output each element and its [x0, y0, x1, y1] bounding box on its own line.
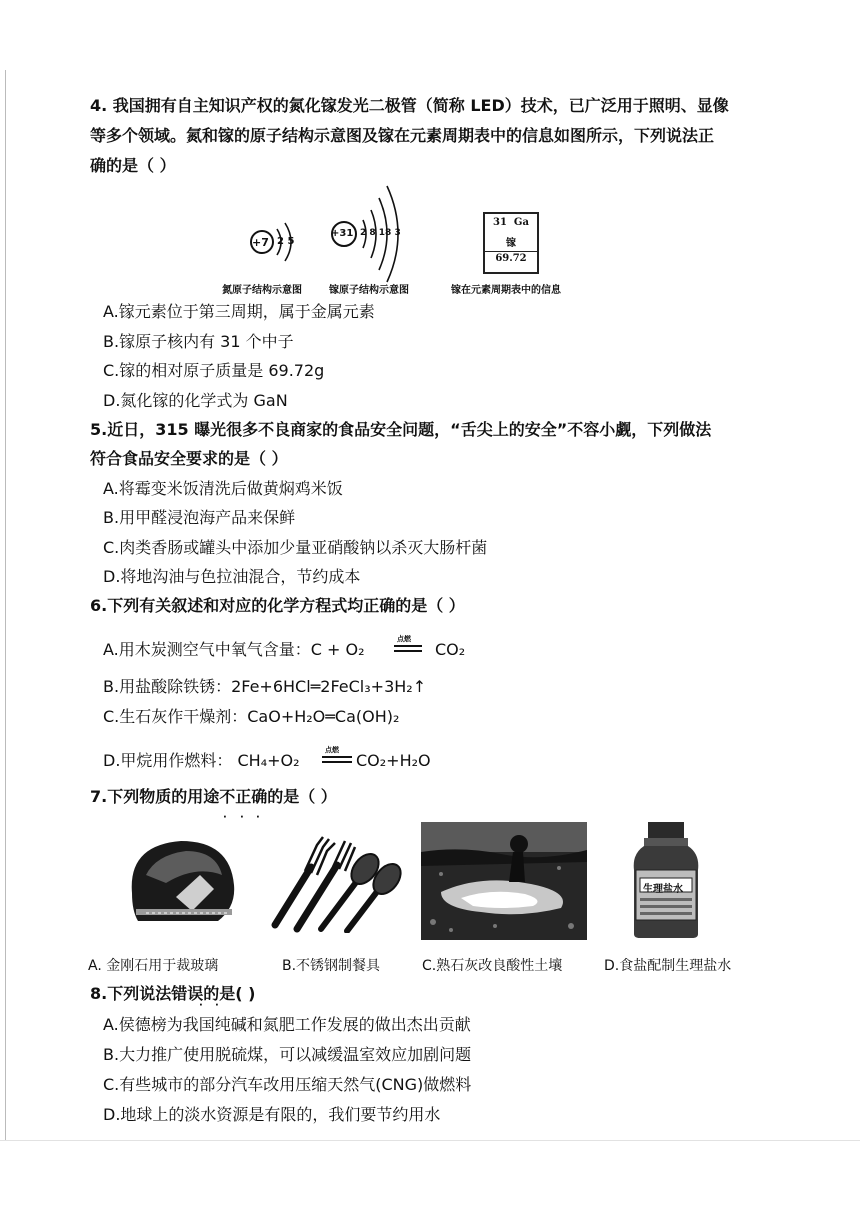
q7-option-a: A. 金刚石用于裁玻璃 [88, 958, 219, 974]
q6-option-b: B.用盐酸除铁锈：2Fe+6HCl═2FeCl₃+3H₂↑ [103, 677, 427, 696]
nitrogen-shells: 2 5 [277, 236, 295, 247]
q8-option-c: C.有些城市的部分汽车改用压缩天然气(CNG)做燃料 [103, 1075, 472, 1094]
emphasis-dot: · [199, 1000, 203, 1011]
q6-a-product: CO₂ [435, 640, 466, 659]
q7-stem: 7.下列物质的用途不正确的是（ ） [90, 787, 337, 806]
gallium-nucleus: +31 [331, 228, 354, 239]
q4-stem-line-1: 4. 我国拥有自主知识产权的氮化镓发光二极管（简称 LED）技术，已广泛用于照明、显像 [90, 96, 729, 115]
q4-option-d: D.氮化镓的化学式为 GaN [103, 391, 288, 410]
page-left-border [5, 70, 6, 1140]
q4-stem-line-2: 等多个领域。氮和镓的原子结构示意图及镓在元素周期表中的信息如图所示，下列说法正 [90, 126, 715, 145]
cell-atomic-mass: 69.72 [485, 251, 537, 264]
q4-stem-line-3: 确的是（ ） [90, 156, 176, 175]
q7-option-c: C.熟石灰改良酸性土壤 [422, 958, 563, 974]
slaked-lime-soil-image [421, 822, 587, 940]
q4-option-c: C.镓的相对原子质量是 69.72g [103, 361, 325, 380]
q4-option-b: B.镓原子核内有 31 个中子 [103, 332, 294, 351]
diamond-glass-cutter-image [126, 835, 238, 927]
q7-option-d: D.食盐配制生理盐水 [604, 958, 732, 974]
emphasis-dot: · [256, 812, 260, 823]
q6-d-equals-bottom [322, 761, 352, 763]
q5-stem-line-2: 符合食品安全要求的是（ ） [90, 449, 288, 468]
q6-a-equals-top [394, 645, 422, 647]
q8-option-d: D.地球上的淡水资源是有限的，我们要节约用水 [103, 1105, 441, 1124]
caption-periodic-cell: 镓在元素周期表中的信息 [451, 285, 561, 296]
q6-stem: 6.下列有关叙述和对应的化学方程式均正确的是（ ） [90, 596, 465, 615]
q6-option-d: D.甲烷用作燃料： CH₄+O₂ [103, 751, 300, 770]
q5-option-a: A.将霉变米饭清洗后做黄焖鸡米饭 [103, 479, 343, 498]
q5-option-d: D.将地沟油与色拉油混合，节约成本 [103, 567, 361, 586]
q5-option-b: B.用甲醛浸泡海产品来保鲜 [103, 508, 296, 527]
q6-d-product: CO₂+H₂O [356, 751, 431, 770]
q6-option-a: A.用木炭测空气中氧气含量：C + O₂ [103, 640, 365, 659]
nitrogen-nucleus: +7 [252, 236, 269, 249]
q8-option-a: A.侯德榜为我国纯碱和氮肥工作发展的做出杰出贡献 [103, 1015, 471, 1034]
q6-d-equals-top [322, 756, 352, 758]
stainless-steel-cutlery-image [265, 825, 405, 933]
emphasis-dot: · [240, 812, 244, 823]
q8-stem: 8.下列说法错误的是( ) [90, 984, 256, 1003]
q6-option-c: C.生石灰作干燥剂：CaO+H₂O═Ca(OH)₂ [103, 707, 400, 726]
cell-element-name: 镓 [506, 238, 516, 249]
emphasis-dot: · [215, 1000, 219, 1011]
caption-gallium: 镓原子结构示意图 [329, 285, 409, 296]
gallium-shells: 2 8 18 3 [360, 228, 401, 238]
q6-d-condition: 点燃 [325, 746, 339, 754]
emphasis-dot: · [223, 812, 227, 823]
q5-stem-line-1: 5.近日，315 曝光很多不良商家的食品安全问题，“舌尖上的安全”不容小觑，下列做法 [90, 420, 712, 439]
q8-option-b: B.大力推广使用脱硫煤，可以减缓温室效应加剧问题 [103, 1045, 472, 1064]
bottle-label: 生理盐水 [643, 884, 683, 895]
q5-option-c: C.肉类香肠或罐头中添加少量亚硝酸钠以杀灭大肠杆菌 [103, 538, 488, 557]
q6-a-condition: 点燃 [397, 635, 411, 643]
q4-option-a: A.镓元素位于第三周期，属于金属元素 [103, 302, 375, 321]
periodic-table-cell [483, 212, 539, 274]
page-bottom-border [0, 1140, 860, 1141]
q6-a-equals-bottom [394, 650, 422, 652]
caption-nitrogen: 氮原子结构示意图 [222, 285, 302, 296]
q7-option-b: B.不锈钢制餐具 [282, 958, 381, 974]
cell-atomic-number: 31 Ga [493, 217, 529, 228]
